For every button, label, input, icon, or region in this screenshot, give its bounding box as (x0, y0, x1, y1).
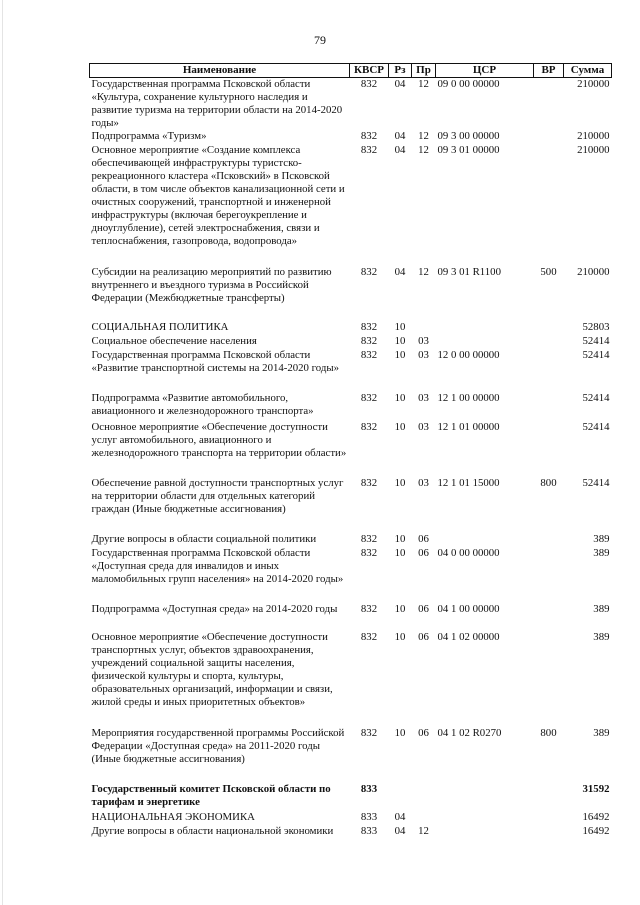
cell-rz: 04 (394, 78, 406, 90)
cell-vr (534, 811, 564, 825)
cell-name: Мероприятия государственной программы Российской Федерации «Доступная среда» на 2011-2020 годы (Иные бюджетные ассигнования) (91, 727, 345, 765)
header-sum: Сумма (564, 64, 612, 78)
cell-csr (436, 825, 534, 853)
cell-rz: 04 (394, 825, 406, 837)
cell-kvsr: 832 (360, 335, 378, 347)
cell-kvsr: 832 (360, 603, 378, 615)
cell-sum: 52414 (582, 392, 610, 404)
cell-name: НАЦИОНАЛЬНАЯ ЭКОНОМИКА (91, 811, 255, 823)
cell-rz: 10 (394, 349, 406, 361)
table-row (90, 533, 612, 547)
table-row (90, 825, 612, 853)
header-kvsr: КВСР (350, 64, 389, 78)
cell-pr (412, 783, 436, 811)
cell-rz: 04 (394, 130, 406, 142)
table-row (90, 421, 612, 477)
cell-csr (436, 335, 534, 349)
cell-csr (436, 533, 534, 547)
cell-name: Другие вопросы в области национальной экономики (91, 825, 334, 837)
cell-csr: 09 0 00 00000 (437, 78, 500, 90)
table-row (90, 144, 612, 266)
header-csr: ЦСР (436, 64, 534, 78)
table-row (90, 547, 612, 603)
table-row (90, 392, 612, 421)
cell-rz: 10 (394, 392, 406, 404)
cell-sum: 52414 (582, 349, 610, 361)
cell-vr (534, 533, 564, 547)
table-body (90, 78, 612, 854)
cell-pr: 06 (418, 603, 429, 615)
cell-kvsr: 832 (360, 533, 378, 545)
cell-pr: 12 (418, 130, 429, 142)
cell-pr: 03 (418, 477, 429, 489)
cell-name: Основное мероприятие «Создание комплекса обеспечивающей инфраструктуры туристско-рекреационного кластера «Псковский» в Псковской области, в том числе объектов канализационной сети и очистных сооружений, транспортной и инженерной инфраструктуры (включая берегоукрепление и дноуглубление), сетей электроснабжения, связи и теплоснабжения, газопровода, водопровода» (91, 144, 345, 247)
table-row (90, 78, 612, 131)
table-row (90, 631, 612, 727)
cell-vr (534, 631, 564, 727)
cell-vr (534, 392, 564, 421)
cell-name: СОЦИАЛЬНАЯ ПОЛИТИКА (91, 321, 229, 333)
cell-sum: 210000 (577, 266, 610, 278)
header-name: Наименование (90, 64, 350, 78)
cell-kvsr: 832 (360, 144, 378, 156)
cell-kvsr: 832 (360, 631, 378, 643)
cell-csr: 12 1 00 00000 (437, 392, 500, 404)
cell-name: Государственная программа Псковской области «Доступная среда для инвалидов и иных маломобильных групп населения» на 2014-2020 годы» (91, 547, 344, 585)
cell-csr: 04 1 02 00000 (437, 631, 500, 643)
cell-pr: 12 (418, 78, 429, 90)
cell-pr: 12 (418, 266, 429, 278)
cell-vr (534, 825, 564, 853)
cell-sum: 52414 (582, 335, 610, 347)
cell-sum: 210000 (577, 78, 610, 90)
cell-name: Основное мероприятие «Обеспечение доступности услуг автомобильного, авиационного и железнодорожного транспорта на территории области» (91, 421, 347, 459)
cell-name: Государственная программа Псковской области «Развитие транспортной системы на 2014-2020 годы» (91, 349, 340, 374)
cell-vr: 800 (540, 727, 557, 739)
cell-name: Подпрограмма «Развитие автомобильного, авиационного и железнодорожного транспорта» (91, 392, 314, 417)
table-row (90, 783, 612, 811)
cell-pr: 12 (418, 825, 429, 837)
cell-sum: 31592 (582, 783, 610, 795)
cell-vr (534, 144, 564, 266)
cell-vr: 800 (540, 477, 557, 489)
cell-pr: 06 (418, 547, 429, 559)
table-header (90, 64, 612, 78)
cell-kvsr: 832 (360, 321, 378, 333)
cell-csr: 12 1 01 15000 (437, 477, 500, 489)
cell-pr (412, 321, 436, 335)
cell-kvsr: 832 (360, 349, 378, 361)
table-row (90, 266, 612, 321)
cell-name: Подпрограмма «Доступная среда» на 2014-2020 годы (91, 603, 338, 615)
cell-sum: 389 (593, 727, 610, 739)
cell-name: Основное мероприятие «Обеспечение доступности транспортных услуг, объектов здравоохранения, учреждений социальной защиты населения, физической культуры и спорта, культуры, образовательных организаций, информации и связи, жилой среды и иных приоритетных объектов» (91, 631, 333, 708)
cell-vr (534, 783, 564, 811)
cell-sum: 210000 (577, 144, 610, 156)
cell-kvsr: 832 (360, 130, 378, 142)
cell-csr: 04 1 00 00000 (437, 603, 500, 615)
cell-csr (436, 783, 534, 811)
cell-pr: 12 (418, 144, 429, 156)
cell-rz (389, 783, 412, 811)
cell-vr (534, 321, 564, 335)
cell-rz: 10 (394, 335, 406, 347)
cell-kvsr: 832 (360, 78, 378, 90)
cell-pr: 06 (418, 631, 429, 643)
cell-sum: 52803 (582, 321, 610, 333)
table-row (90, 727, 612, 783)
table-row (90, 321, 612, 335)
cell-vr (534, 130, 564, 144)
cell-kvsr: 833 (360, 825, 378, 837)
cell-vr (534, 78, 564, 131)
cell-pr: 03 (418, 421, 429, 433)
cell-csr: 09 3 01 00000 (437, 144, 500, 156)
cell-sum: 389 (593, 533, 610, 545)
cell-kvsr: 832 (360, 727, 378, 739)
cell-csr: 12 1 01 00000 (437, 421, 500, 433)
cell-kvsr: 833 (360, 783, 378, 795)
cell-pr: 03 (418, 392, 429, 404)
cell-name: Обеспечение равной доступности транспортных услуг на территории области для отдельных категорий граждан (Иные бюджетные ассигнования) (91, 477, 344, 515)
cell-pr: 06 (418, 533, 429, 545)
cell-kvsr: 832 (360, 392, 378, 404)
cell-name: Другие вопросы в области социальной политики (91, 533, 317, 545)
cell-sum: 16492 (582, 811, 610, 823)
cell-sum: 52414 (582, 477, 610, 489)
cell-rz: 10 (394, 727, 406, 739)
table-row (90, 335, 612, 349)
cell-rz: 04 (394, 144, 406, 156)
cell-rz: 10 (394, 321, 406, 333)
cell-sum: 389 (593, 631, 610, 643)
table-row (90, 349, 612, 392)
cell-rz: 10 (394, 477, 406, 489)
cell-name: Субсидии на реализацию мероприятий по развитию внутреннего и въездного туризма в Российской Федерации (Межбюджетные трансферты) (91, 266, 332, 304)
cell-rz: 10 (394, 547, 406, 559)
table-row (90, 811, 612, 825)
scan-edge-line (2, 0, 3, 905)
cell-name: Подпрограмма «Туризм» (91, 130, 207, 142)
cell-csr: 04 0 00 00000 (437, 547, 500, 559)
cell-vr (534, 335, 564, 349)
page-number: 79 (314, 33, 326, 47)
cell-kvsr: 832 (360, 421, 378, 433)
cell-name: Социальное обеспечение населения (91, 335, 257, 347)
cell-sum: 52414 (582, 421, 610, 433)
cell-vr (534, 349, 564, 392)
cell-rz: 10 (394, 421, 406, 433)
cell-pr (412, 811, 436, 825)
cell-sum: 210000 (577, 130, 610, 142)
table-row (90, 130, 612, 144)
cell-csr: 12 0 00 00000 (437, 349, 500, 361)
cell-csr (436, 811, 534, 825)
cell-kvsr: 832 (360, 266, 378, 278)
cell-kvsr: 832 (360, 477, 378, 489)
cell-kvsr: 832 (360, 547, 378, 559)
cell-sum: 389 (593, 547, 610, 559)
cell-rz: 04 (394, 811, 406, 823)
header-pr: Пр (412, 64, 436, 78)
cell-kvsr: 833 (360, 811, 378, 823)
cell-csr (436, 321, 534, 335)
cell-vr (534, 603, 564, 631)
cell-pr: 06 (418, 727, 429, 739)
cell-pr: 03 (418, 349, 429, 361)
cell-csr: 04 1 02 R0270 (437, 727, 502, 739)
header-rz: Рз (389, 64, 412, 78)
budget-table (89, 63, 612, 853)
cell-rz: 10 (394, 533, 406, 545)
cell-csr: 09 3 00 00000 (437, 130, 500, 142)
cell-vr (534, 421, 564, 477)
table-row (90, 477, 612, 533)
cell-rz: 10 (394, 603, 406, 615)
cell-name: Государственная программа Псковской области «Культура, сохранение культурного наследия и развитие туризма на территории области на 2014-2020 годы» (91, 78, 343, 129)
cell-rz: 04 (394, 266, 406, 278)
cell-rz: 10 (394, 631, 406, 643)
header-vr: ВР (534, 64, 564, 78)
table-row (90, 603, 612, 631)
cell-csr: 09 3 01 R1100 (437, 266, 501, 278)
cell-vr (534, 547, 564, 603)
cell-sum: 389 (593, 603, 610, 615)
cell-pr: 03 (418, 335, 429, 347)
cell-name: Государственный комитет Псковской области по тарифам и энергетике (91, 783, 331, 808)
cell-vr: 500 (540, 266, 557, 278)
cell-sum: 16492 (582, 825, 610, 837)
